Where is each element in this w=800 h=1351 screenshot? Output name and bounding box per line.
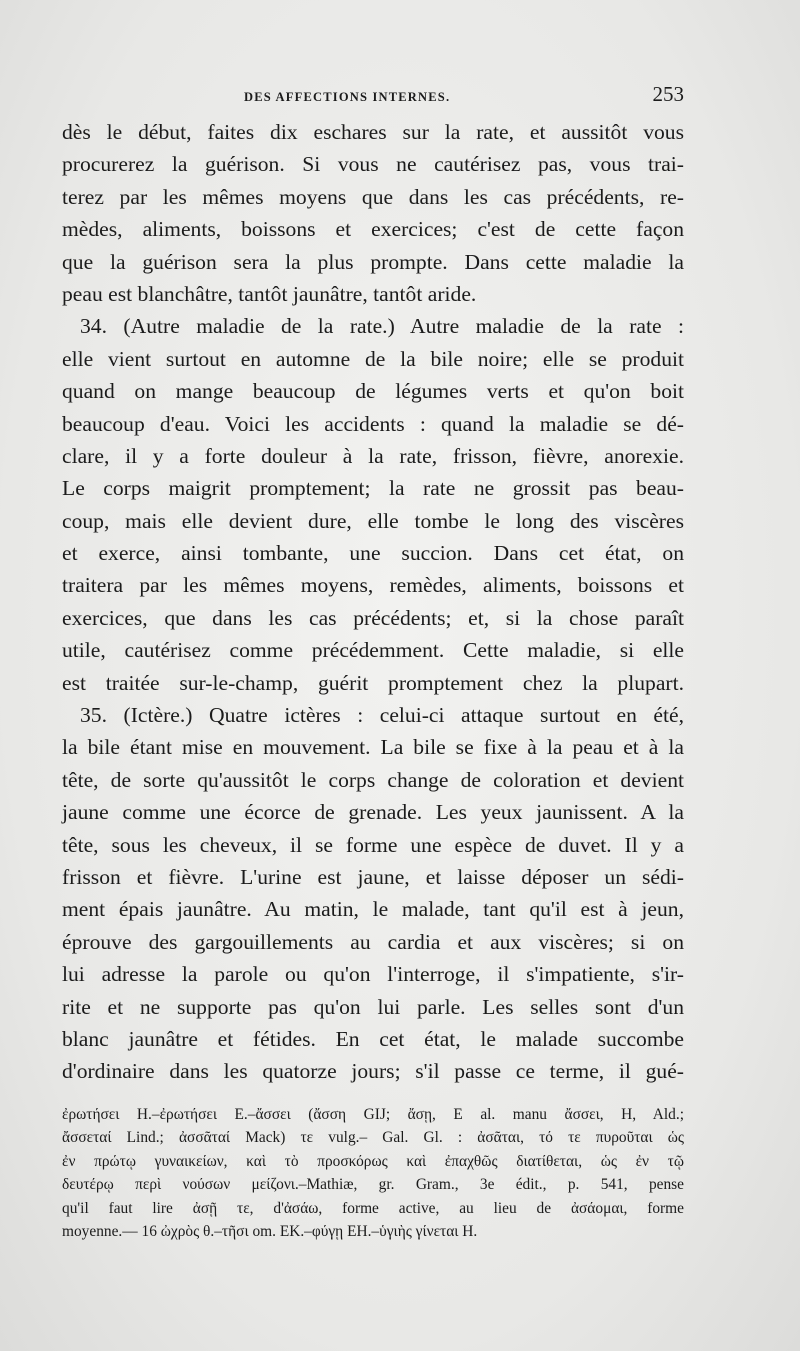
text-line: 34. (Autre maladie de la rate.) Autre maladie de la rate : — [80, 314, 684, 339]
text-line: terez par les mêmes moyens que dans les cas précédents, re- — [62, 184, 684, 209]
running-title: DES AFFECTIONS INTERNES. — [244, 90, 451, 104]
text-line: ment épais jaunâtre. Au matin, le malade, tant qu'il est à jeun, — [62, 897, 684, 922]
text-line: clare, il y a forte douleur à la rate, frisson, fièvre, anorexie. — [62, 443, 684, 468]
text-line: la bile étant mise en mouvement. La bile se fixe à la peau et à la — [62, 735, 684, 760]
body-text — [62, 116, 684, 1088]
footnote-line: δευτέρῳ περὶ νούσων μείζονι.–Mathiæ, gr. Gram., 3e édit., p. 541, pense — [62, 1176, 684, 1194]
text-line: beaucoup d'eau. Voici les accidents : quand la maladie se dé- — [62, 411, 684, 436]
page-number: 253 — [652, 82, 684, 106]
text-line: traitera par les mêmes moyens, remèdes, aliments, boissons et — [62, 573, 684, 598]
text-line: peau est blanchâtre, tantôt jaunâtre, tantôt aride. — [62, 281, 477, 306]
text-line: blanc jaunâtre et fétides. En cet état, le malade succombe — [62, 1026, 684, 1051]
text-line: lui adresse la parole ou qu'on l'interroge, il s'impatiente, s'ir- — [62, 962, 684, 987]
text-line: tête, de sorte qu'aussitôt le corps change de coloration et devient — [62, 767, 684, 792]
text-line: quand on mange beaucoup de légumes verts et qu'on boit — [62, 379, 684, 404]
text-line: elle vient surtout en automne de la bile noire; elle se produit — [62, 346, 684, 371]
text-line: 35. (Ictère.) Quatre ictères : celui-ci attaque surtout en été, — [80, 703, 684, 728]
text-line: d'ordinaire dans les quatorze jours; s'il passe ce terme, il gué- — [62, 1059, 684, 1084]
footnote-line: moyenne.— 16 ὠχρὸς θ.–τῆσι om. EK.–φύγῃ EH.–ὑγιὴς γίνεται H. — [62, 1222, 478, 1240]
footnote-line: qu'il faut lire ἀσῇ τε, d'ἀσάω, forme active, au lieu de ἀσάομαι, forme — [62, 1199, 684, 1217]
running-head — [62, 82, 684, 110]
text-line: exercices, que dans les cas précédents; et, si la chose paraît — [62, 605, 684, 630]
footnote-line: ἐρωτήσει H.–ἐρωτήσει E.–ἄσσει (ἄσση GIJ; ἄσῃ, E al. manu ἄσσει, H, Ald.; — [62, 1106, 684, 1123]
footnote-line: ἐν πρώτῳ γυναικείων, καὶ τὸ προσκόρως καὶ ἐπαχθῶς διατίθεται, ὡς ἐν τῷ — [62, 1152, 684, 1170]
text-line: jaune comme une écorce de grenade. Les yeux jaunissent. A la — [62, 800, 684, 825]
text-line: coup, mais elle devient dure, elle tombe le long des viscères — [62, 508, 684, 533]
text-line: mèdes, aliments, boissons et exercices; c'est de cette façon — [62, 217, 684, 242]
text-line: éprouve des gargouillements au cardia et aux viscères; si on — [62, 929, 684, 954]
text-line: tête, sous les cheveux, il se forme une espèce de duvet. Il y a — [62, 832, 684, 857]
text-line: Le corps maigrit promptement; la rate ne grossit pas beau- — [62, 476, 684, 501]
text-line: utile, cautérisez comme précédemment. Cette maladie, si elle — [62, 638, 684, 663]
footnote-line: ἄσσεταί Lind.; ἀσσᾶταί Mack) τε vulg.– Gal. Gl. : ἀσᾶται, τό τε πυροῦται ὡς — [62, 1129, 684, 1147]
text-line: dès le début, faites dix eschares sur la rate, et aussitôt vous — [62, 120, 684, 144]
text-line: procurerez la guérison. Si vous ne cautérisez pas, vous trai- — [62, 152, 684, 177]
text-line: rite et ne supporte pas qu'on lui parle. Les selles sont d'un — [62, 994, 684, 1019]
footnotes — [62, 1103, 684, 1243]
text-line: est traitée sur-le-champ, guérit promptement chez la plupart. — [62, 670, 684, 695]
text-line: frisson et fièvre. L'urine est jaune, et laisse déposer un sédi- — [62, 864, 684, 889]
text-line: que la guérison sera la plus prompte. Dans cette maladie la — [62, 249, 684, 274]
text-line: et exerce, ainsi tombante, une succion. Dans cet état, on — [62, 541, 684, 566]
